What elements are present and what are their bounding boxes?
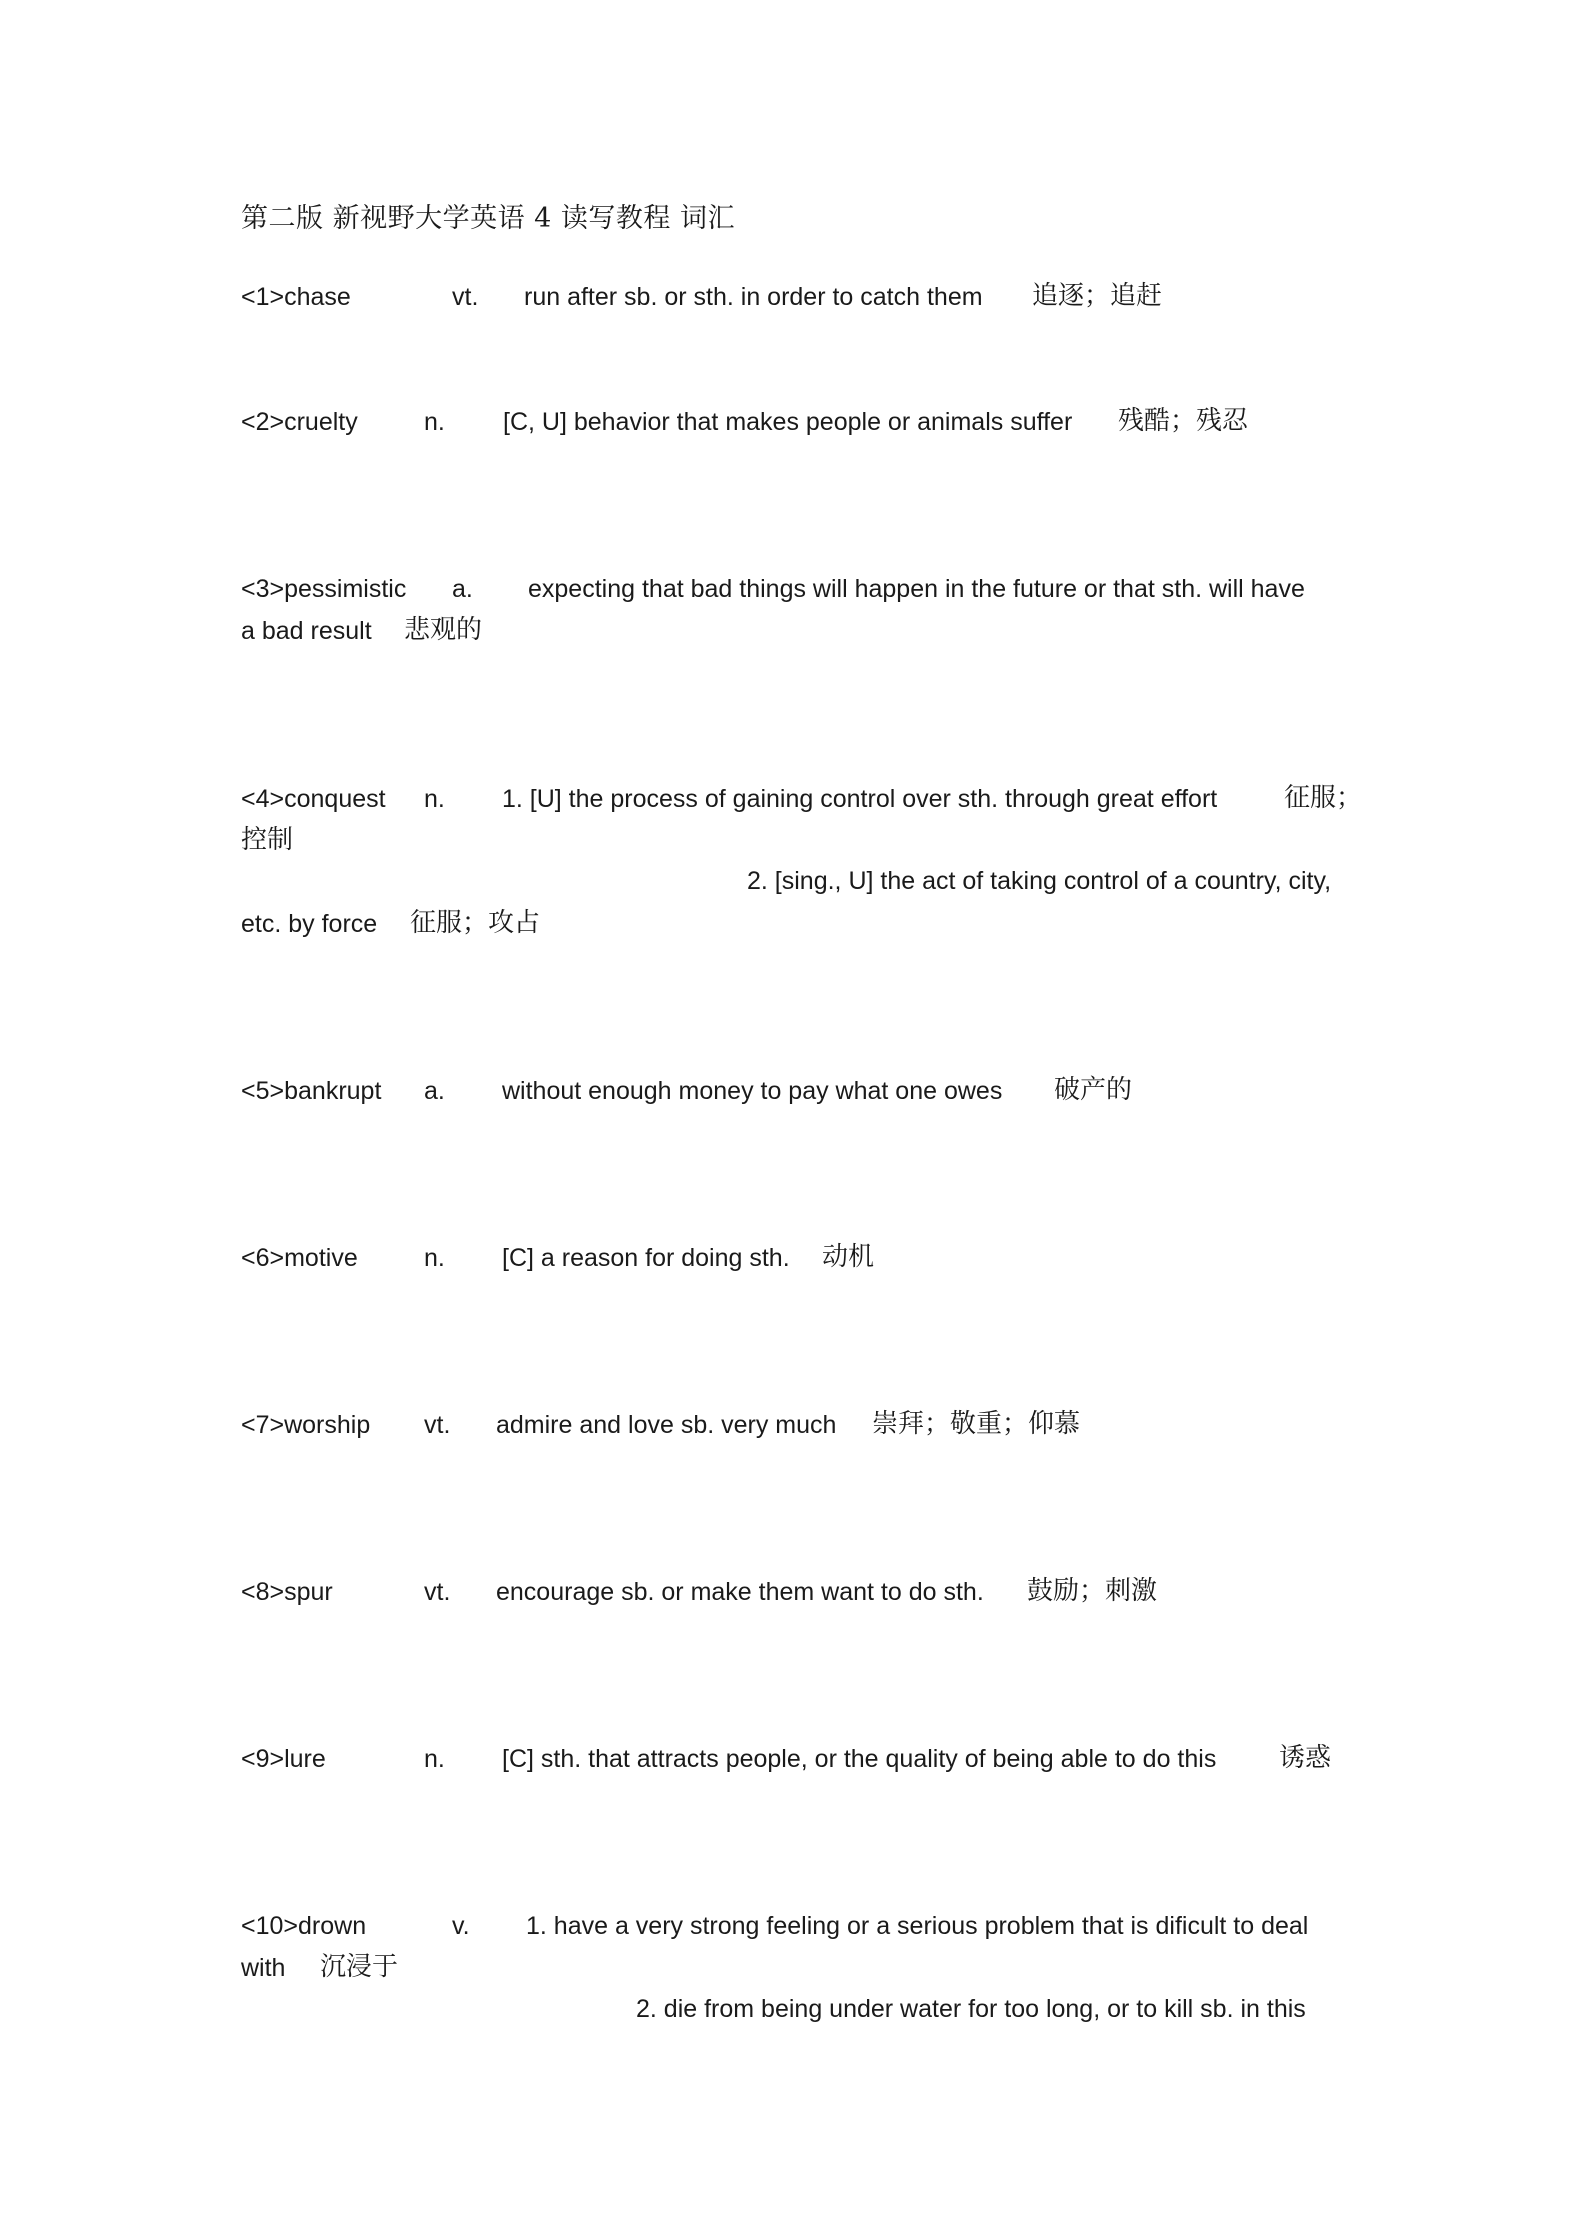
entry-definition: expecting that bad things will happen in the future or that sth. will have [528,575,1305,603]
entry-word: <6>motive [241,1244,358,1272]
entry-definition: [C] a reason for doing sth. [502,1244,790,1272]
entry-definition-1-continued: with [241,1954,286,1982]
entry-pos: vt. [452,283,479,311]
entry-translation-1: 沉浸于 [320,1952,399,1982]
entry-translation: 崇拜；敬重；仰慕 [872,1409,1081,1439]
entry-word: <3>pessimistic [241,575,407,603]
entry-pos: n. [424,785,445,813]
entry-pos: v. [452,1912,470,1940]
entry-pos: vt. [424,1578,451,1606]
entry-pos: n. [424,1244,445,1272]
entry-definition-continued: a bad result [241,617,372,645]
entry-word: <5>bankrupt [241,1077,382,1105]
entry-pos: n. [424,408,445,436]
entry-definition-2-continued: etc. by force [241,910,378,938]
page-title: 第二版 新视野大学英语 4 读写教程 词汇 [241,203,736,234]
entry-pos: a. [452,575,473,603]
entry-word: <8>spur [241,1578,333,1606]
entry-translation: 残酷；残忍 [1118,406,1249,436]
entry-definition-2: 2. [sing., U] the act of taking control of a country, city, [747,867,1332,895]
entry-pos: n. [424,1745,445,1773]
entry-definition-1: 1. [U] the process of gaining control over sth. through great effort [502,785,1218,813]
entry-translation: 动机 [822,1242,875,1272]
entry-word: <7>worship [241,1411,371,1439]
entry-word: <9>lure [241,1745,326,1773]
entry-definition: run after sb. or sth. in order to catch them [524,283,983,311]
entry-definition: admire and love sb. very much [496,1411,837,1439]
entry-translation: 诱惑 [1279,1743,1332,1773]
entry-definition: [C] sth. that attracts people, or the quality of being able to do this [502,1745,1217,1773]
entry-definition: [C, U] behavior that makes people or animals suffer [503,408,1073,436]
entry-translation-1b: 控制 [241,825,294,855]
entry-translation-1a: 征服； [1284,783,1363,813]
entry-word: <10>drown [241,1912,367,1940]
entry-word: <1>chase [241,283,351,311]
entry-translation-2: 征服；攻占 [410,908,541,938]
entry-translation: 破产的 [1054,1075,1133,1105]
entry-pos: a. [424,1077,445,1105]
entry-definition: encourage sb. or make them want to do sth. [496,1578,984,1606]
entry-translation: 悲观的 [404,615,483,645]
entry-definition-2: 2. die from being under water for too long, or to kill sb. in this [636,1995,1306,2023]
entry-definition-1: 1. have a very strong feeling or a serious problem that is dificult to deal [526,1912,1309,1940]
entry-word: <2>cruelty [241,408,358,436]
entry-pos: vt. [424,1411,451,1439]
entry-word: <4>conquest [241,785,386,813]
entry-translation: 追逐；追赶 [1032,281,1163,311]
entry-translation: 鼓励；刺激 [1027,1576,1158,1606]
entry-definition: without enough money to pay what one owes [502,1077,1003,1105]
